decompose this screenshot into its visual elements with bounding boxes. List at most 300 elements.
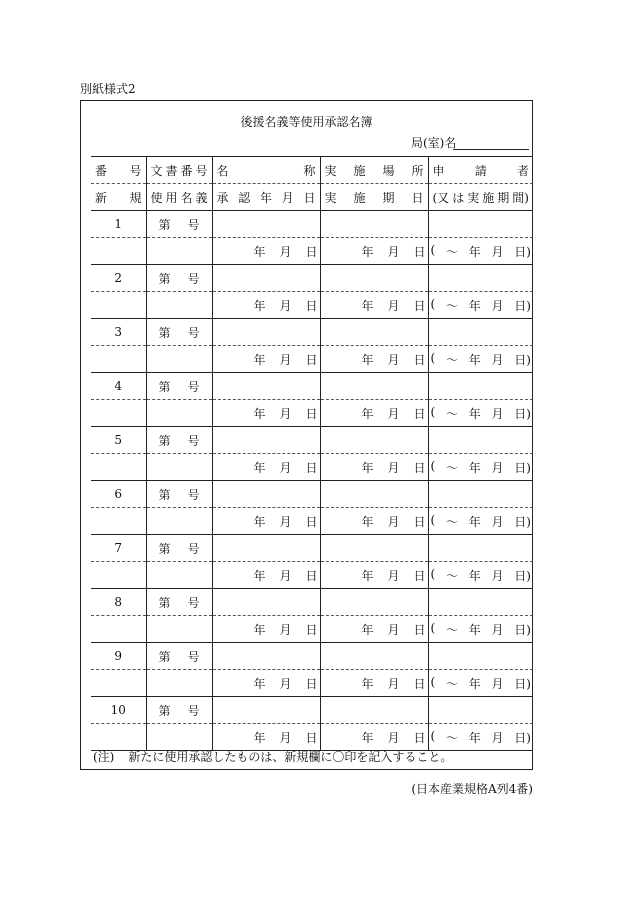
venue-cell[interactable] — [320, 373, 428, 400]
usage-name-cell[interactable] — [146, 346, 212, 373]
label-part: 〜 — [445, 460, 458, 475]
label-part: 日 — [305, 568, 318, 583]
label-part: 新 — [95, 190, 108, 205]
label-part: 日) — [514, 730, 531, 745]
label-part: 施 — [353, 190, 366, 205]
label-part: 日 — [305, 730, 318, 745]
usage-name-cell[interactable] — [146, 508, 212, 535]
new-mark-cell[interactable] — [91, 562, 146, 589]
label-part: 年 — [361, 406, 374, 421]
label-part: 書 — [165, 163, 178, 178]
venue-cell[interactable] — [320, 427, 428, 454]
name-cell[interactable] — [212, 589, 320, 616]
header2-col-3 — [320, 184, 428, 211]
entry-row-bottom — [91, 238, 533, 265]
label-part: 日 — [413, 568, 426, 583]
register-table — [91, 156, 533, 751]
entry-number: 9 — [91, 643, 146, 670]
label-part: 第 — [158, 325, 171, 340]
approval-date-cell[interactable] — [212, 454, 320, 481]
usage-name-cell[interactable] — [146, 724, 212, 751]
label-part: 号 — [195, 163, 208, 178]
label-part: 年 — [361, 514, 374, 529]
usage-name-cell[interactable] — [146, 292, 212, 319]
label-part: 月 — [279, 622, 292, 637]
venue-cell[interactable] — [320, 481, 428, 508]
applicant-cell[interactable] — [428, 481, 533, 508]
label-part: 日 — [305, 676, 318, 691]
label-part: 日 — [413, 244, 426, 259]
entry-row-top — [91, 265, 533, 292]
header1-col-3 — [320, 157, 428, 184]
label-part: 日 — [413, 676, 426, 691]
venue-cell[interactable] — [320, 211, 428, 238]
entry-row-top — [91, 535, 533, 562]
label-part: 年 — [361, 298, 374, 313]
entry-row-top — [91, 427, 533, 454]
applicant-cell[interactable] — [428, 265, 533, 292]
label-part: 年 — [468, 352, 481, 367]
label-part: 月 — [387, 730, 400, 745]
new-mark-cell[interactable] — [91, 346, 146, 373]
document-number-cell[interactable] — [146, 265, 212, 292]
label-part: 間) — [512, 190, 529, 205]
label-part: 月 — [279, 298, 292, 313]
label-part: 日) — [514, 568, 531, 583]
event-date-cell[interactable] — [320, 670, 428, 697]
label-part: 日 — [411, 190, 424, 205]
event-date-cell[interactable] — [320, 616, 428, 643]
header1-col-0 — [91, 157, 146, 184]
entry-number: 2 — [91, 265, 146, 292]
label-part: 月 — [387, 244, 400, 259]
label-part: 月 — [279, 406, 292, 421]
label-part: 〜 — [445, 730, 458, 745]
label-part: 請 — [474, 163, 487, 178]
label-part: 所 — [411, 163, 424, 178]
label-part: 日 — [305, 352, 318, 367]
label-part: 場 — [382, 163, 395, 178]
label-part: 日 — [413, 514, 426, 529]
entry-row-bottom — [91, 562, 533, 589]
entry-row-bottom — [91, 724, 533, 751]
label-part: 号 — [187, 541, 200, 556]
new-mark-cell[interactable] — [91, 292, 146, 319]
header-row-1 — [91, 157, 533, 184]
venue-cell[interactable] — [320, 589, 428, 616]
label-part: 年 — [468, 298, 481, 313]
label-part: 年 — [468, 460, 481, 475]
label-part: 号 — [187, 649, 200, 664]
label-part: 名 — [180, 190, 193, 205]
label-part: 第 — [158, 487, 171, 502]
event-date-cell[interactable] — [320, 400, 428, 427]
event-period-cell[interactable] — [428, 508, 533, 535]
label-part: 年 — [253, 514, 266, 529]
event-period-cell[interactable] — [428, 724, 533, 751]
document-number-cell[interactable] — [146, 373, 212, 400]
approval-date-cell[interactable] — [212, 616, 320, 643]
entry-number: 1 — [91, 211, 146, 238]
entry-row-bottom — [91, 670, 533, 697]
venue-cell[interactable] — [320, 535, 428, 562]
entry-row-top — [91, 481, 533, 508]
document-number-cell[interactable] — [146, 535, 212, 562]
applicant-cell[interactable] — [428, 211, 533, 238]
event-date-cell[interactable] — [320, 346, 428, 373]
approval-date-cell[interactable] — [212, 670, 320, 697]
name-cell[interactable] — [212, 427, 320, 454]
venue-cell[interactable] — [320, 265, 428, 292]
approval-date-cell[interactable] — [212, 508, 320, 535]
label-part: 〜 — [445, 622, 458, 637]
entry-number: 8 — [91, 589, 146, 616]
label-part: 施 — [482, 190, 495, 205]
label-part: 月 — [279, 730, 292, 745]
document-number-cell[interactable] — [146, 319, 212, 346]
label-part: 認 — [238, 190, 251, 205]
label-part: 年 — [361, 622, 374, 637]
label-part: 年 — [361, 676, 374, 691]
label-part: 月 — [279, 676, 292, 691]
entry-number: 4 — [91, 373, 146, 400]
label-part: 月 — [491, 352, 504, 367]
label-part: 月 — [491, 730, 504, 745]
label-part: 日) — [514, 460, 531, 475]
label-part: 〜 — [445, 514, 458, 529]
label-part: 年 — [253, 460, 266, 475]
event-date-cell[interactable] — [320, 238, 428, 265]
label-part: 月 — [491, 406, 504, 421]
label-part: 号 — [129, 163, 142, 178]
label-part: 月 — [491, 298, 504, 313]
entry-row-top — [91, 643, 533, 670]
label-part: 号 — [187, 433, 200, 448]
applicant-cell[interactable] — [428, 589, 533, 616]
entry-row-bottom — [91, 400, 533, 427]
label-part: 号 — [187, 217, 200, 232]
approval-date-cell[interactable] — [212, 400, 320, 427]
label-part: 第 — [158, 379, 171, 394]
approval-date-cell[interactable] — [212, 238, 320, 265]
label-part: 号 — [187, 703, 200, 718]
event-period-cell[interactable] — [428, 238, 533, 265]
label-part: 日) — [514, 298, 531, 313]
name-cell[interactable] — [212, 481, 320, 508]
note-prefix: (注) — [93, 750, 115, 764]
label-part: ( — [430, 674, 436, 689]
label-part: 年 — [361, 730, 374, 745]
label-part: ( — [430, 404, 436, 419]
label-part: 日 — [303, 190, 316, 205]
entry-number: 6 — [91, 481, 146, 508]
new-mark-cell[interactable] — [91, 724, 146, 751]
document-title: 後援名義等使用承認名簿 — [240, 115, 373, 129]
label-part: 年 — [253, 352, 266, 367]
entry-number: 7 — [91, 535, 146, 562]
label-part: 日 — [413, 352, 426, 367]
applicant-cell[interactable] — [428, 427, 533, 454]
new-mark-cell[interactable] — [91, 508, 146, 535]
new-mark-cell[interactable] — [91, 454, 146, 481]
header2-col-4 — [428, 184, 533, 211]
form-frame — [80, 100, 533, 770]
event-date-cell[interactable] — [320, 454, 428, 481]
document-number-cell[interactable] — [146, 643, 212, 670]
label-part: 者 — [516, 163, 529, 178]
header1-col-1 — [146, 157, 212, 184]
label-part: 年 — [468, 514, 481, 529]
label-part: 期 — [382, 190, 395, 205]
label-part: 日) — [514, 244, 531, 259]
entry-row-bottom — [91, 292, 533, 319]
label-part: 月 — [491, 514, 504, 529]
label-part: 月 — [387, 406, 400, 421]
event-period-cell[interactable] — [428, 562, 533, 589]
label-part: 日 — [305, 298, 318, 313]
name-cell[interactable] — [212, 319, 320, 346]
label-part: 月 — [491, 568, 504, 583]
label-part: 年 — [468, 406, 481, 421]
label-part: ( — [430, 566, 436, 581]
label-part: 年 — [468, 730, 481, 745]
venue-cell[interactable] — [320, 319, 428, 346]
approval-date-cell[interactable] — [212, 346, 320, 373]
label-part: 用 — [165, 190, 178, 205]
label-part: ( — [430, 296, 436, 311]
label-part: 月 — [279, 244, 292, 259]
label-part: 年 — [253, 622, 266, 637]
approval-date-cell[interactable] — [212, 724, 320, 751]
label-part: 年 — [361, 352, 374, 367]
label-part: 年 — [361, 244, 374, 259]
label-part: 番 — [180, 163, 193, 178]
document-number-cell[interactable] — [146, 589, 212, 616]
name-cell[interactable] — [212, 265, 320, 292]
label-part: 称 — [303, 163, 316, 178]
usage-name-cell[interactable] — [146, 400, 212, 427]
entry-row-top — [91, 319, 533, 346]
label-part: 日 — [413, 730, 426, 745]
entry-row-top — [91, 373, 533, 400]
usage-name-cell[interactable] — [146, 454, 212, 481]
bureau-name-label: 局(室)名 — [411, 136, 457, 150]
label-part: 名 — [216, 163, 229, 178]
label-part: 月 — [387, 568, 400, 583]
header2-col-2 — [212, 184, 320, 211]
name-cell[interactable] — [212, 643, 320, 670]
entry-row-bottom — [91, 508, 533, 535]
document-number-cell[interactable] — [146, 697, 212, 724]
name-cell[interactable] — [212, 535, 320, 562]
label-part: 月 — [387, 352, 400, 367]
label-part: 日) — [514, 514, 531, 529]
name-cell[interactable] — [212, 697, 320, 724]
label-part: 年 — [468, 568, 481, 583]
header-row-2 — [91, 184, 533, 211]
label-part: 年 — [253, 406, 266, 421]
entry-row-top — [91, 697, 533, 724]
label-part: 号 — [187, 325, 200, 340]
label-part: 年 — [253, 676, 266, 691]
event-date-cell[interactable] — [320, 724, 428, 751]
label-part: 月 — [387, 622, 400, 637]
label-part: (又 — [432, 190, 450, 205]
note — [93, 748, 466, 765]
entry-number: 10 — [91, 697, 146, 724]
label-part: 日 — [305, 406, 318, 421]
header2-col-0 — [91, 184, 146, 211]
label-part: 年 — [468, 244, 481, 259]
label-part: 番 — [95, 163, 108, 178]
label-part: 日 — [413, 298, 426, 313]
bureau-name-field[interactable] — [453, 149, 529, 150]
label-part: ( — [430, 350, 436, 365]
label-part: 年 — [253, 568, 266, 583]
document-number-cell[interactable] — [146, 481, 212, 508]
new-mark-cell[interactable] — [91, 400, 146, 427]
label-part: ( — [430, 728, 436, 743]
venue-cell[interactable] — [320, 697, 428, 724]
entry-row-top — [91, 211, 533, 238]
label-part: ( — [430, 512, 436, 527]
label-part: 年 — [468, 676, 481, 691]
applicant-cell[interactable] — [428, 535, 533, 562]
label-part: 年 — [253, 244, 266, 259]
label-part: 第 — [158, 271, 171, 286]
entry-number: 3 — [91, 319, 146, 346]
document-number-cell[interactable] — [146, 211, 212, 238]
new-mark-cell[interactable] — [91, 616, 146, 643]
entry-row-bottom — [91, 346, 533, 373]
label-part: 第 — [158, 217, 171, 232]
label-part: 月 — [491, 244, 504, 259]
name-cell[interactable] — [212, 373, 320, 400]
label-part: 申 — [432, 163, 445, 178]
label-part: 実 — [324, 190, 337, 205]
name-cell[interactable] — [212, 211, 320, 238]
header1-col-2 — [212, 157, 320, 184]
applicant-cell[interactable] — [428, 643, 533, 670]
label-part: 〜 — [445, 298, 458, 313]
label-part: 実 — [324, 163, 337, 178]
label-part: 月 — [279, 568, 292, 583]
form-label: 別紙様式2 — [80, 82, 136, 96]
label-part: 年 — [468, 622, 481, 637]
label-part: 月 — [387, 676, 400, 691]
label-part: ( — [430, 458, 436, 473]
label-part: 月 — [387, 514, 400, 529]
entry-row-top — [91, 589, 533, 616]
label-part: は — [452, 190, 465, 205]
approval-date-cell[interactable] — [212, 562, 320, 589]
label-part: 月 — [279, 514, 292, 529]
label-part: 使 — [150, 190, 163, 205]
label-part: 日 — [305, 622, 318, 637]
label-part: 文 — [150, 163, 163, 178]
event-date-cell[interactable] — [320, 292, 428, 319]
event-period-cell[interactable] — [428, 346, 533, 373]
label-part: 月 — [491, 622, 504, 637]
label-part: 施 — [353, 163, 366, 178]
label-part: 年 — [253, 298, 266, 313]
entry-row-bottom — [91, 616, 533, 643]
event-date-cell[interactable] — [320, 562, 428, 589]
label-part: ( — [430, 620, 436, 635]
label-part: 日) — [514, 352, 531, 367]
applicant-cell[interactable] — [428, 319, 533, 346]
approval-date-cell[interactable] — [212, 292, 320, 319]
event-period-cell[interactable] — [428, 454, 533, 481]
usage-name-cell[interactable] — [146, 238, 212, 265]
header1-col-4 — [428, 157, 533, 184]
label-part: 日 — [305, 244, 318, 259]
label-part: 年 — [253, 730, 266, 745]
event-period-cell[interactable] — [428, 292, 533, 319]
paper-size-note: (日本産業規格A列4番) — [411, 782, 533, 796]
label-part: 年 — [259, 190, 272, 205]
label-part: 〜 — [445, 244, 458, 259]
event-date-cell[interactable] — [320, 508, 428, 535]
label-part: 月 — [387, 460, 400, 475]
label-part: 承 — [216, 190, 229, 205]
new-mark-cell[interactable] — [91, 238, 146, 265]
applicant-cell[interactable] — [428, 373, 533, 400]
label-part: 〜 — [445, 568, 458, 583]
document-number-cell[interactable] — [146, 427, 212, 454]
label-part: 日 — [413, 460, 426, 475]
label-part: 年 — [361, 460, 374, 475]
event-period-cell[interactable] — [428, 670, 533, 697]
label-part: 義 — [195, 190, 208, 205]
label-part: 日 — [413, 622, 426, 637]
label-part: 年 — [361, 568, 374, 583]
event-period-cell[interactable] — [428, 616, 533, 643]
label-part: 月 — [281, 190, 294, 205]
label-part: ( — [430, 242, 436, 257]
label-part: 号 — [187, 487, 200, 502]
label-part: 号 — [187, 379, 200, 394]
label-part: 日 — [305, 460, 318, 475]
label-part: 月 — [491, 460, 504, 475]
label-part: 規 — [129, 190, 142, 205]
label-part: 月 — [491, 676, 504, 691]
label-part: 号 — [187, 271, 200, 286]
new-mark-cell[interactable] — [91, 670, 146, 697]
label-part: 〜 — [445, 676, 458, 691]
note-text: 新たに使用承認したものは、新規欄に〇印を記入すること。 — [128, 750, 453, 764]
label-part: 第 — [158, 595, 171, 610]
usage-name-cell[interactable] — [146, 562, 212, 589]
label-part: 第 — [158, 703, 171, 718]
label-part: 第 — [158, 433, 171, 448]
entry-row-bottom — [91, 454, 533, 481]
label-part: 日) — [514, 676, 531, 691]
label-part: 月 — [387, 298, 400, 313]
label-part: 号 — [187, 595, 200, 610]
label-part: 第 — [158, 541, 171, 556]
usage-name-cell[interactable] — [146, 616, 212, 643]
usage-name-cell[interactable] — [146, 670, 212, 697]
label-part: 実 — [467, 190, 480, 205]
applicant-cell[interactable] — [428, 697, 533, 724]
label-part: 日) — [514, 622, 531, 637]
event-period-cell[interactable] — [428, 400, 533, 427]
label-part: 第 — [158, 649, 171, 664]
header2-col-1 — [146, 184, 212, 211]
venue-cell[interactable] — [320, 643, 428, 670]
label-part: 日 — [413, 406, 426, 421]
